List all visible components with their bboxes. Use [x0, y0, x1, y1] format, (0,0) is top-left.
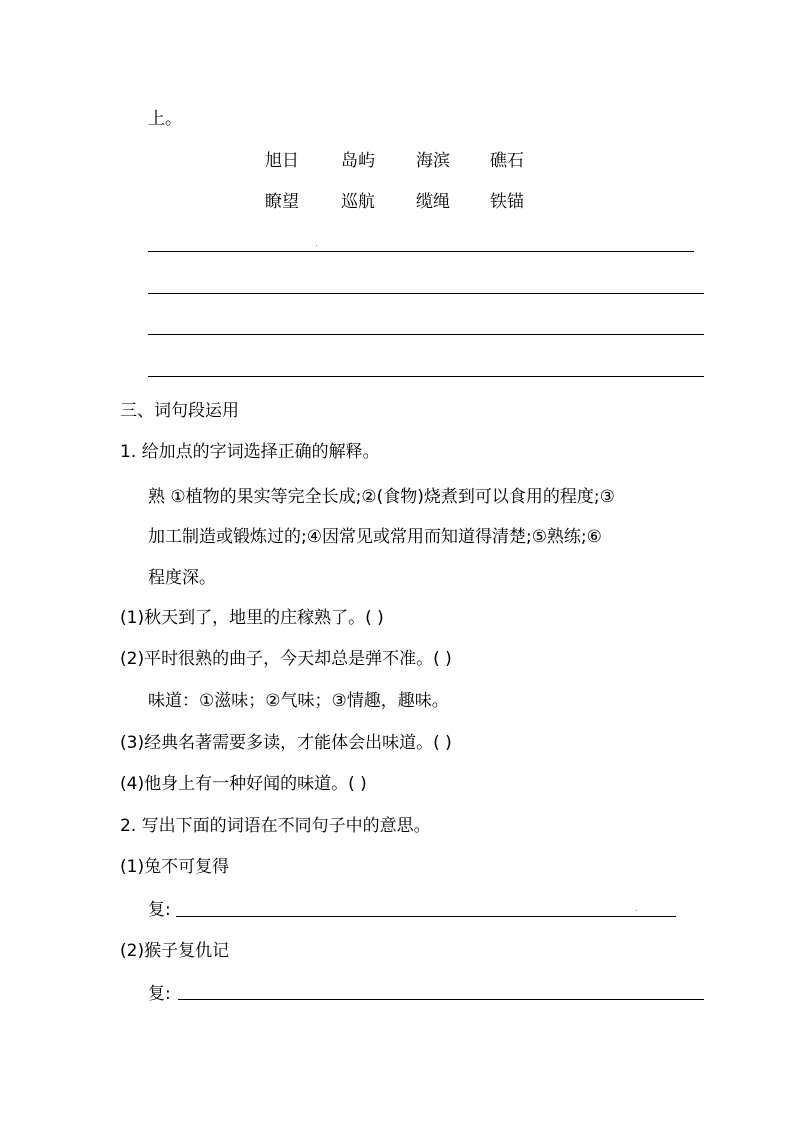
question-title: 2. 写出下面的词语在不同句子中的意思。 — [120, 816, 431, 836]
question-item: (1)秋天到了，地里的庄稼熟了。( ) — [120, 608, 384, 628]
word-item: 巡航 — [341, 192, 375, 212]
question-title: 1. 给加点的字词选择正确的解释。 — [120, 442, 380, 462]
word-item: 岛屿 — [341, 151, 375, 171]
stray-dot — [316, 245, 317, 246]
word-item: 铁锚 — [490, 192, 524, 212]
answer-label: 复: — [148, 900, 171, 920]
question-item: (1)兔不可复得 — [120, 857, 230, 877]
writing-line[interactable] — [148, 376, 704, 377]
word-item: 海滨 — [416, 151, 450, 171]
intro-tail: 上。 — [148, 109, 182, 129]
stray-dot — [636, 910, 637, 911]
question-item: (2)猴子复仇记 — [120, 941, 230, 961]
question-item: (4)他身上有一种好闻的味道。( ) — [120, 774, 367, 794]
word-item: 瞭望 — [265, 192, 299, 212]
answer-line[interactable] — [178, 999, 704, 1000]
question-item: (2)平时很熟的曲子，今天却总是弹不准。( ) — [120, 649, 452, 669]
answer-line[interactable] — [176, 916, 676, 917]
definition-line: 熟 ①植物的果实等完全长成;②(食物)烧煮到可以食用的程度;③ — [148, 487, 615, 507]
word-item: 缆绳 — [416, 192, 450, 212]
writing-line[interactable] — [148, 251, 694, 252]
writing-line[interactable] — [148, 293, 704, 294]
word-item: 礁石 — [490, 151, 524, 171]
definition-line: 味道：①滋味；②气味；③情趣，趣味。 — [148, 691, 449, 711]
section-heading: 三、词句段运用 — [120, 401, 239, 421]
writing-line[interactable] — [148, 334, 704, 335]
definition-line: 加工制造或锻炼过的;④因常见或常用而知道得清楚;⑤熟练;⑥ — [148, 527, 602, 547]
definition-line: 程度深。 — [148, 568, 216, 588]
word-item: 旭日 — [265, 151, 299, 171]
question-item: (3)经典名著需要多读，才能体会出味道。( ) — [120, 733, 452, 753]
answer-label: 复: — [148, 984, 171, 1004]
